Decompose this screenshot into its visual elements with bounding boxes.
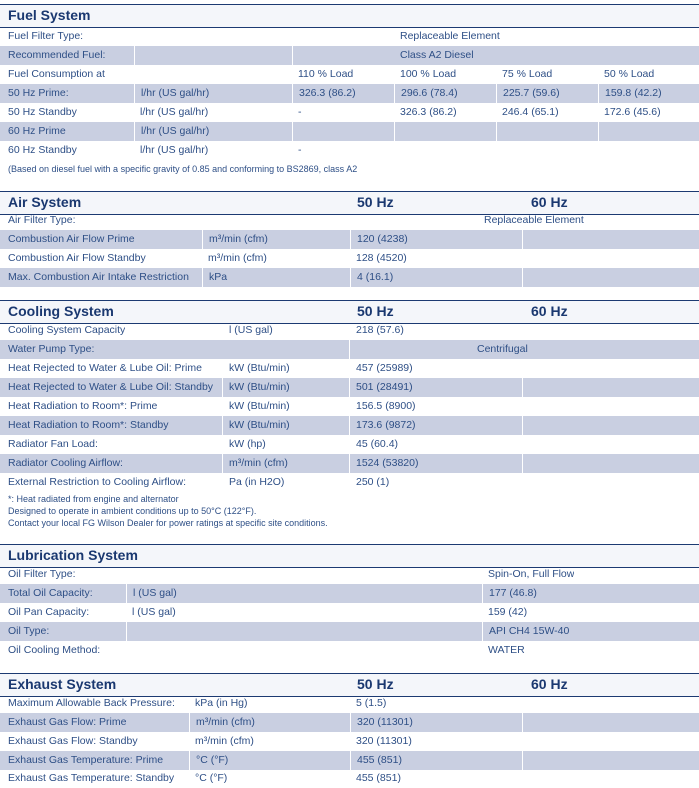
row-value: 172.6 (45.6) (604, 106, 661, 118)
row-label: Oil Pan Capacity: (8, 606, 90, 618)
row-value: - (298, 106, 302, 118)
cooling-row (0, 435, 699, 454)
row-value: 326.3 (86.2) (400, 106, 457, 118)
row-label: External Restriction to Cooling Airflow: (8, 476, 186, 488)
row-label: Heat Rejected to Water & Lube Oil: Standby (8, 381, 214, 393)
row-unit: l/hr (US gal/hr) (134, 84, 298, 103)
row-unit: l (US gal) (126, 584, 488, 603)
lube-section-title: Lubrication System (8, 547, 138, 563)
row-label: 60 Hz Prime (8, 125, 66, 137)
row-value-50hz: 5 (1.5) (356, 697, 387, 709)
row-value-50hz: 45 (60.4) (356, 438, 399, 450)
row-label: 50 Hz Standby (8, 106, 77, 118)
load-header: 50 % Load (604, 68, 655, 80)
row-value-50hz: 455 (851) (356, 772, 401, 784)
row-value: 177 (46.8) (482, 584, 699, 603)
cooling-capacity-row (0, 321, 699, 340)
row-value: - (298, 144, 302, 156)
row-unit: l/hr (US gal/hr) (134, 122, 298, 141)
row-unit: m³/min (cfm) (189, 713, 356, 732)
fuel-section-title: Fuel System (8, 7, 91, 23)
row-cell (292, 122, 394, 141)
hz60-header: 60 Hz (531, 676, 568, 692)
row-label: 60 Hz Standby (8, 144, 77, 156)
fuel-row (0, 84, 699, 103)
cooling-note: Designed to operate in ambient conditions up to 50°C (122°F). (8, 506, 257, 516)
row-unit: kW (hp) (229, 438, 266, 450)
row-value-60hz (522, 416, 699, 435)
load-header: 100 % Load (400, 68, 457, 80)
row-value: Class A2 Diesel (400, 49, 474, 61)
row-label: Radiator Cooling Airflow: (8, 457, 123, 469)
lube-row (0, 603, 699, 622)
fuel-row (0, 122, 699, 141)
hz60-header: 60 Hz (531, 303, 568, 319)
cooling-row (0, 454, 699, 473)
row-label: Fuel Filter Type: (8, 30, 84, 42)
air-row (0, 268, 699, 287)
row-unit: m³/min (cfm) (208, 252, 267, 264)
exhaust-row (0, 751, 699, 770)
row-value-50hz: 156.5 (8900) (356, 400, 416, 412)
cooling-note: *: Heat radiated from engine and alternator (8, 494, 179, 504)
cooling-row (0, 397, 699, 416)
air-filter-row (0, 211, 699, 230)
cooling-row (0, 416, 699, 435)
row-unit: kW (Btu/min) (222, 416, 355, 435)
row-unit: l (US gal) (132, 606, 176, 618)
row-unit: °C (°F) (189, 751, 356, 770)
hz50-header: 50 Hz (357, 194, 394, 210)
row-label: Max. Combustion Air Intake Restriction (8, 271, 189, 283)
lube-row (0, 641, 699, 660)
row-label: Recommended Fuel: (8, 49, 106, 61)
row-value-50hz: 320 (11301) (356, 735, 412, 747)
lube-row (0, 584, 699, 603)
hz60-header: 60 Hz (531, 194, 568, 210)
fuel-section-header (0, 4, 699, 28)
hz50-header: 50 Hz (357, 303, 394, 319)
lube-row (0, 565, 699, 584)
row-unit: kPa (202, 268, 356, 287)
row-value: 296.6 (78.4) (394, 84, 502, 103)
cooling-note: Contact your local FG Wilson Dealer for power ratings at specific site conditions. (8, 518, 328, 528)
row-value-60hz (522, 378, 699, 397)
row-label: Oil Filter Type: (8, 568, 76, 580)
row-label: Total Oil Capacity: (8, 587, 93, 599)
row-value-50hz: 320 (11301) (350, 713, 528, 732)
row-cell (598, 122, 699, 141)
fuel-filter-row (0, 27, 699, 46)
row-value: Spin-On, Full Flow (488, 568, 575, 580)
fuel-footnote: (Based on diesel fuel with a specific gravity of 0.85 and conforming to BS2869, class A2 (8, 164, 358, 174)
row-value-50hz: 4 (16.1) (350, 268, 528, 287)
row-label: Water Pump Type: (8, 343, 95, 355)
row-unit: kW (Btu/min) (222, 378, 355, 397)
row-label: Cooling System Capacity (8, 324, 126, 336)
fuel-consumption-header-row (0, 65, 699, 84)
row-value-50hz: 218 (57.6) (356, 324, 404, 336)
row-label: 50 Hz Prime: (8, 87, 69, 99)
row-unit: l/hr (US gal/hr) (140, 144, 209, 156)
fuel-row (0, 103, 699, 122)
row-label: Exhaust Gas Flow: Standby (8, 735, 138, 747)
cooling-row (0, 473, 699, 492)
row-cell (126, 622, 482, 641)
cooling-section-title: Cooling System (8, 303, 114, 319)
row-label: Heat Radiation to Room*: Prime (8, 400, 158, 412)
row-value: 159.8 (42.2) (598, 84, 699, 103)
row-unit: kPa (in Hg) (195, 697, 248, 709)
row-value: Replaceable Element (484, 214, 584, 226)
row-label: Exhaust Gas Flow: Prime (8, 716, 127, 728)
row-unit: °C (°F) (195, 772, 228, 784)
row-value-60hz (522, 713, 699, 732)
row-label: Fuel Consumption at (8, 68, 105, 80)
row-value-50hz: 457 (25989) (356, 362, 413, 374)
row-value-50hz: 501 (28491) (349, 378, 528, 397)
row-unit: m³/min (cfm) (202, 230, 356, 249)
row-label: Heat Radiation to Room*: Standby (8, 419, 169, 431)
load-header: 75 % Load (502, 68, 553, 80)
row-label: Radiator Fan Load: (8, 438, 98, 450)
lube-row (0, 622, 699, 641)
row-value-50hz: 455 (851) (350, 751, 528, 770)
row-label: Oil Cooling Method: (8, 644, 101, 656)
row-value-50hz: 173.6 (9872) (349, 416, 528, 435)
row-value-60hz (522, 230, 699, 249)
row-label: Oil Type: (8, 625, 50, 637)
row-value-50hz: 1524 (53820) (349, 454, 528, 473)
row-label: Heat Rejected to Water & Lube Oil: Prime (8, 362, 202, 374)
row-value: 159 (42) (488, 606, 528, 618)
air-row (0, 249, 699, 268)
air-row (0, 230, 699, 249)
row-cell (394, 122, 496, 141)
row-unit: l/hr (US gal/hr) (140, 106, 209, 118)
hz50-header: 50 Hz (357, 676, 394, 692)
exhaust-row (0, 713, 699, 732)
cooling-row (0, 378, 699, 397)
row-value: Replaceable Element (400, 30, 500, 42)
load-header: 110 % Load (298, 68, 354, 80)
row-label: Air Filter Type: (8, 214, 76, 226)
row-value: 326.3 (86.2) (292, 84, 400, 103)
row-label: Exhaust Gas Temperature: Prime (8, 754, 164, 766)
row-value-50hz: 128 (4520) (356, 252, 407, 264)
exhaust-row (0, 769, 699, 788)
row-label: Maximum Allowable Back Pressure: (8, 697, 175, 709)
row-cell (134, 46, 292, 65)
row-value-60hz (522, 454, 699, 473)
row-cell (292, 46, 391, 65)
fuel-row (0, 141, 699, 160)
row-value-60hz (522, 751, 699, 770)
row-value-60hz (522, 268, 699, 287)
cooling-row (0, 359, 699, 378)
fuel-recommended-row (0, 46, 699, 65)
row-value: 246.4 (65.1) (502, 106, 559, 118)
row-unit: m³/min (cfm) (195, 735, 254, 747)
row-value: API CH4 15W-40 (482, 622, 699, 641)
row-label: Combustion Air Flow Standby (8, 252, 146, 264)
air-section-title: Air System (8, 194, 82, 210)
row-value: 225.7 (59.6) (496, 84, 604, 103)
exhaust-row (0, 694, 699, 713)
row-unit: kW (Btu/min) (229, 362, 290, 374)
row-label: Combustion Air Flow Prime (8, 233, 135, 245)
row-value-50hz: 120 (4238) (350, 230, 528, 249)
row-unit: Pa (in H2O) (229, 476, 285, 488)
row-value: Centrifugal (477, 343, 528, 355)
row-label: Exhaust Gas Temperature: Standby (8, 772, 175, 784)
row-unit: l (US gal) (229, 324, 273, 336)
exhaust-row (0, 732, 699, 751)
row-unit: m³/min (cfm) (222, 454, 355, 473)
exhaust-section-title: Exhaust System (8, 676, 117, 692)
cooling-pump-row (0, 340, 699, 359)
row-cell (496, 122, 598, 141)
row-value-50hz: 250 (1) (356, 476, 390, 488)
row-value: WATER (488, 644, 525, 656)
row-unit: kW (Btu/min) (229, 400, 290, 412)
